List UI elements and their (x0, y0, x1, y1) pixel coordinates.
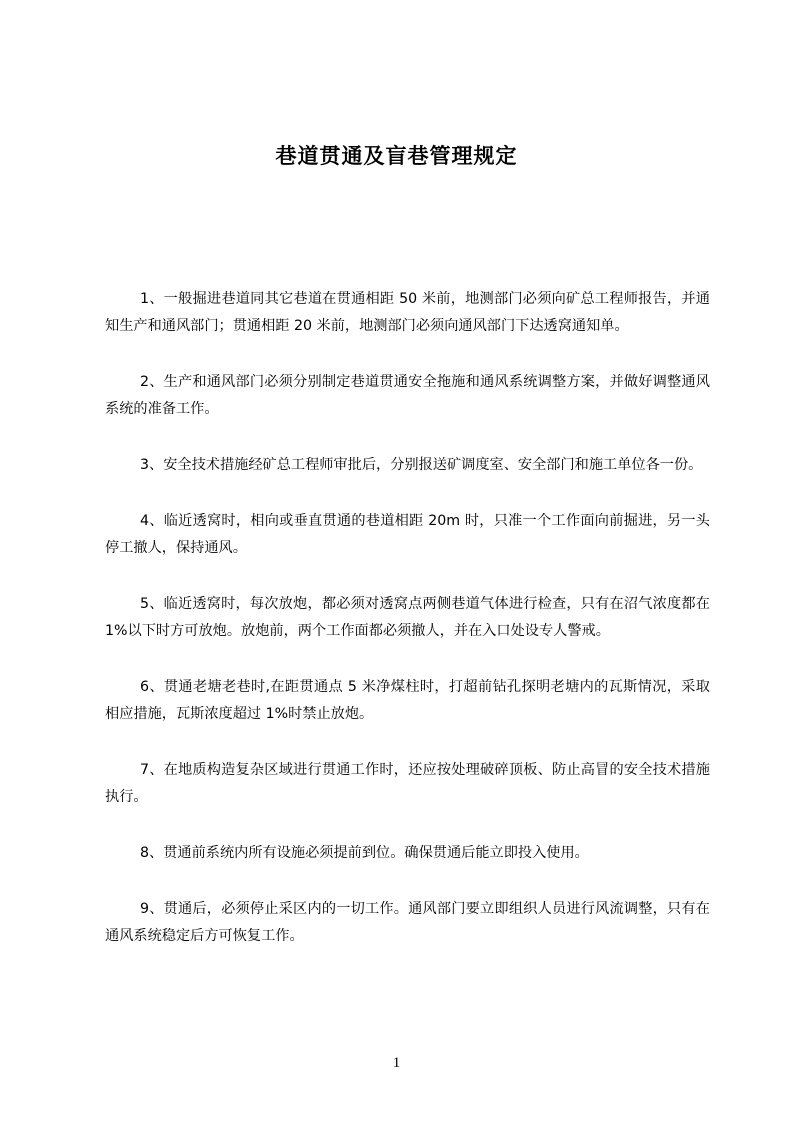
clause-4: 4、临近透窝时，相向或垂直贯通的巷道相距 20m 时，只准一个工作面向前掘进，另一头停工撤人，保持通风。 (105, 513, 710, 556)
clause-8: 8、贯通前系统内所有设施必须提前到位。确保贯通后能立即投入使用。 (140, 845, 589, 861)
page-number: 1 (392, 1055, 401, 1071)
clause-5: 5、临近透窝时，每次放炮，都必须对透窝点两侧巷道气体进行检查，只有在沼气浓度都在 1%以下时方可放炮。放炮前，两个工作面都必须撤人，并在入口处设专人警戒。 (105, 596, 710, 639)
clause-9: 9、贯通后，必须停止采区内的一切工作。通风部门要立即组织人员进行风流调整，只有在通风系统稳定后方可恢复工作。 (105, 901, 710, 944)
document-title: 巷道贯通及盲巷管理规定 (275, 144, 518, 168)
clause-list (105, 286, 710, 979)
clause-6: 6、贯通老塘老巷时,在距贯通点 5 米净煤柱时，打超前钻孔探明老塘内的瓦斯情况，采取相应措施，瓦斯浓度超过 1%时禁止放炮。 (105, 679, 710, 722)
clause-3: 3、安全技术措施经矿总工程师审批后，分别报送矿调度室、安全部门和施工单位各一份。 (140, 457, 703, 473)
clause-1: 1、一般掘进巷道同其它巷道在贯通相距 50 米前，地测部门必须向矿总工程师报告，并通知生产和通风部门；贯通相距 20 米前，地测部门必须向通风部门下达透窝通知单。 (105, 291, 710, 334)
clause-7: 7、在地质构造复杂区域进行贯通工作时，还应按处理破碎顶板、防止高冒的安全技术措施执行。 (105, 762, 710, 805)
clause-2: 2、生产和通风部门必须分别制定巷道贯通安全拖施和通风系统调整方案，并做好调整通风系统的准备工作。 (105, 374, 710, 417)
